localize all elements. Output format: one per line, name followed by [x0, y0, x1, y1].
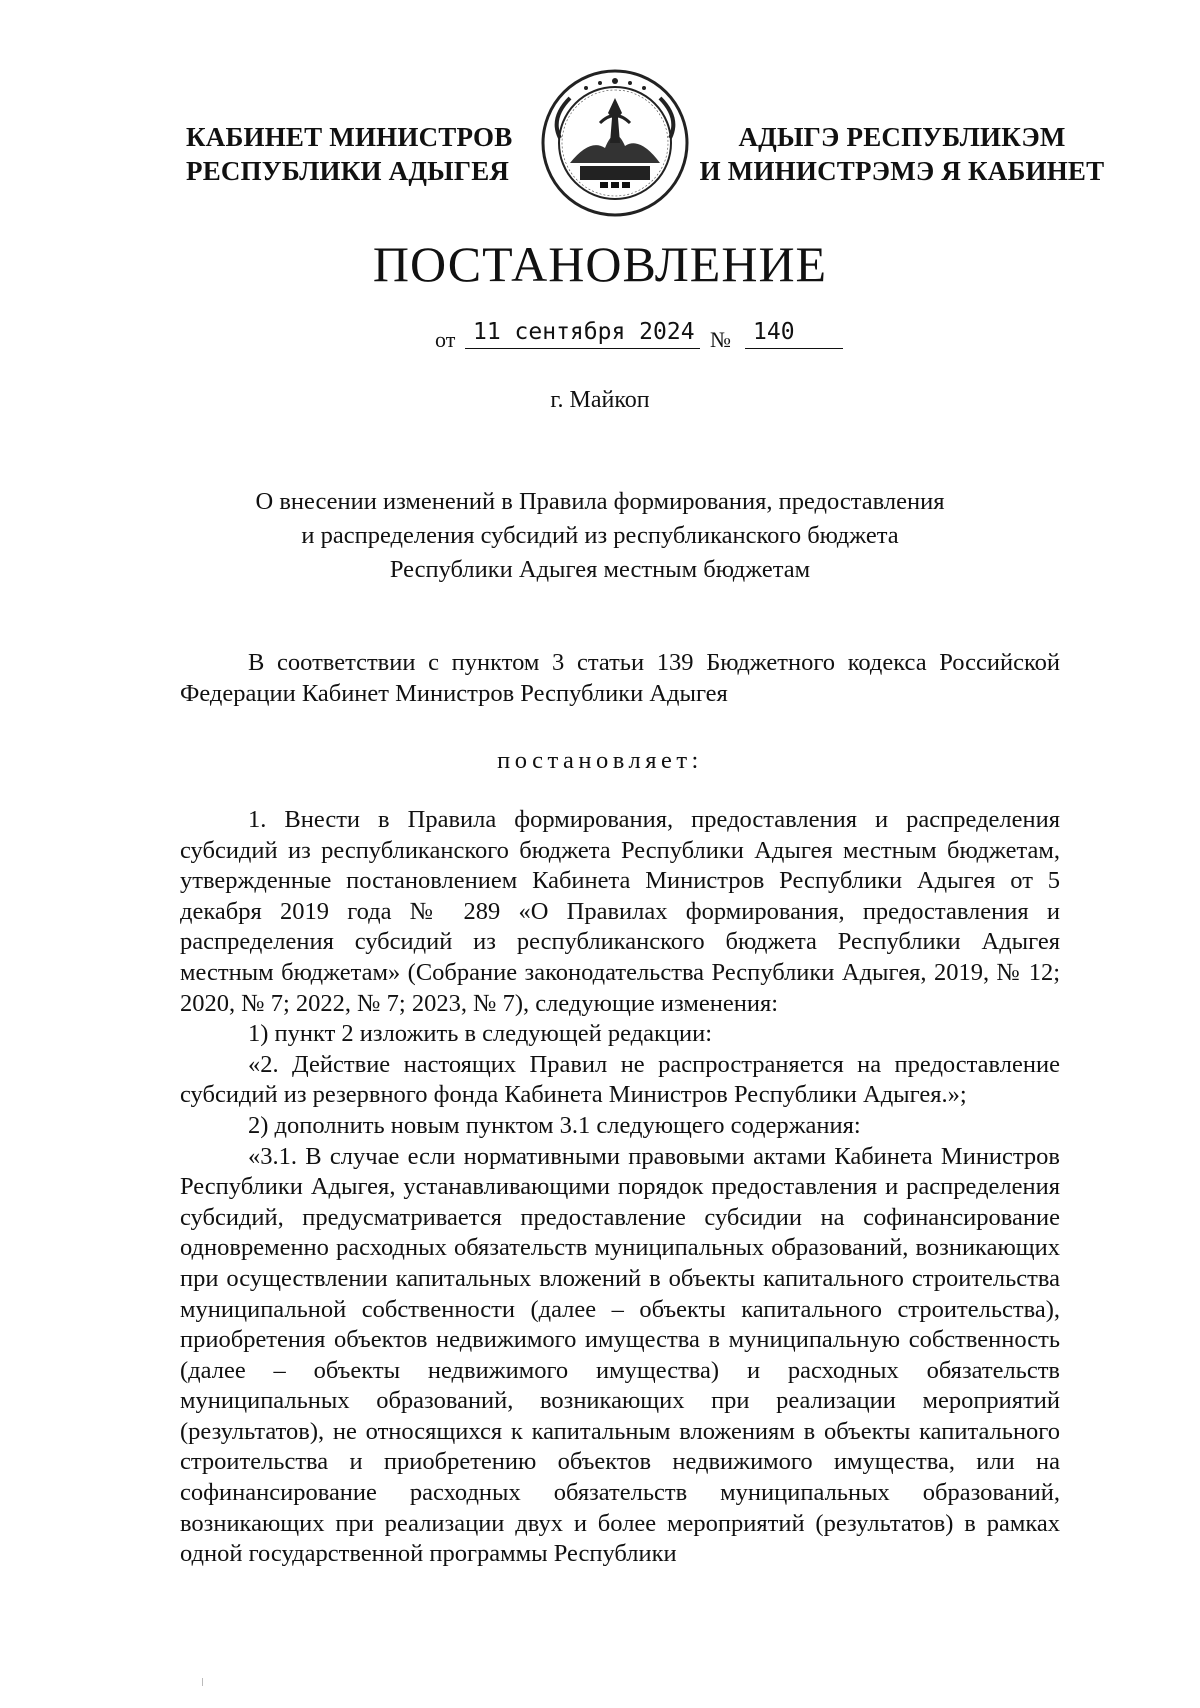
body-paragraph: 1. Внести в Правила формирования, предоставления и распределения субсидий из республиканского бюджета Республики Адыгея местным бюджетам, утвержденные постановлением Кабинета Министров Республики Адыгея от 5 декабря 2019 года № 289 «О Правилах формирования, предоставления и распределения субсидий из республиканского бюджета Республики Адыгея местным бюджетам» (Собрание законодательства Республики Адыгея, 2019, № 12; 2020, № 7; 2022, № 7; 2023, № 7), следующие изменения: — [180, 806, 1060, 1017]
issuer-line: КАБИНЕТ МИНИСТРОВ — [186, 122, 513, 152]
city: г. Майкоп — [550, 387, 650, 413]
body-paragraph: «3.1. В случае если нормативными правовыми актами Кабинета Министров Республики Адыгея, устанавливающими порядок предоставления и распределения субсидий, предусматривается предоставление субсидии на софинансирование одновременно расходных обязательств муниципальных образований, возникающих при осуществлении капитальных вложений в объекты капитального строительства муниципальной собственности (далее – объекты капитального строительства), приобретения объектов недвижимого имущества в муниципальную собственность (далее – объекты недвижимого имущества) и расходных обязательств муниципальных образований, возникающих при реализации мероприятий (результатов), не относящихся к капитальным вложениям в объекты капитального строительства и приобретению объектов недвижимого имущества, или на софинансирование расходных обязательств муниципальных образований, возникающих при реализации двух и более мероприятий (результатов) в рамках одной государственной программы Республики — [180, 1142, 1060, 1568]
subject-line: О внесении изменений в Правила формирования, предоставления — [255, 488, 945, 515]
document-number: 140 — [745, 315, 843, 349]
document-title: ПОСТАНОВЛЕНИЕ — [372, 236, 828, 292]
subject-line: Республики Адыгея местным бюджетам — [389, 556, 811, 583]
document-header — [0, 68, 1200, 218]
resolves-word: постановляет: — [497, 747, 703, 774]
issuer-line: АДЫГЭ РЕСПУБЛИКЭМ — [738, 122, 1066, 152]
issuer-line: РЕСПУБЛИКИ АДЫГЕЯ — [186, 156, 510, 186]
date-prefix: от — [435, 327, 456, 352]
scan-mark — [202, 1678, 203, 1686]
issuer-line: И МИНИСТРЭМЭ Я КАБИНЕТ — [699, 156, 1105, 186]
document-date: 11 сентября 2024 — [465, 315, 700, 349]
preamble — [180, 648, 1060, 709]
body-paragraph: «2. Действие настоящих Правил не распространяется на предоставление субсидий из резервного фонда Кабинета Министров Республики Адыгея.»; — [180, 1050, 1060, 1109]
body-paragraph: 1) пункт 2 изложить в следующей редакции: — [248, 1020, 713, 1048]
subject-line: и распределения субсидий из республиканского бюджета — [301, 522, 899, 549]
body-paragraph: 2) дополнить новым пунктом 3.1 следующего содержания: — [248, 1111, 861, 1139]
coat-of-arms-seal-icon — [540, 68, 690, 218]
document-subject — [200, 485, 1000, 587]
number-prefix: № — [710, 327, 731, 352]
document-body — [180, 805, 1060, 1570]
issuer-name-adyghe — [692, 120, 1112, 188]
preamble-text: В соответствии с пунктом 3 статьи 139 Бюджетного кодекса Российской Федерации Кабинет Министров Республики Адыгея — [180, 649, 1060, 707]
issuer-name-russian — [186, 120, 516, 188]
date-number-line — [0, 315, 1200, 355]
